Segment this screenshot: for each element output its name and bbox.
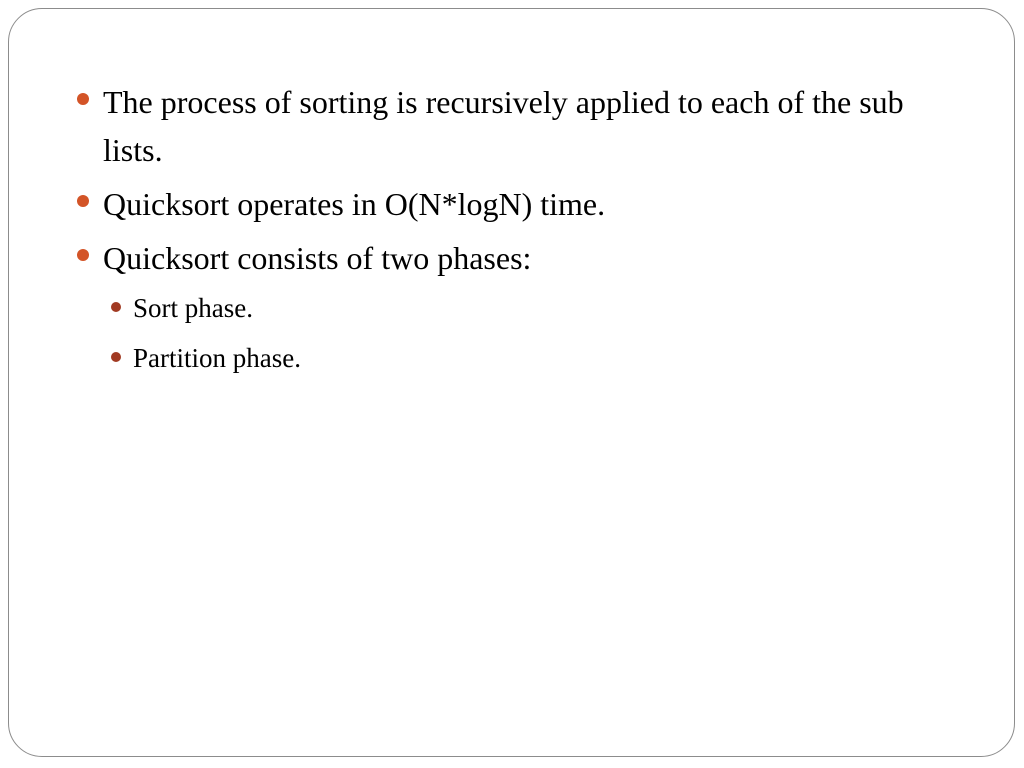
bullet-dot-icon <box>77 195 89 207</box>
bullet-item <box>66 180 966 228</box>
bullet-dot-icon <box>77 249 89 261</box>
bullet-list <box>66 78 966 388</box>
sub-bullet-text: Partition phase. <box>133 343 301 373</box>
sub-bullet-dot-icon <box>111 302 121 312</box>
sub-bullet-text: Sort phase. <box>133 293 253 323</box>
bullet-text: Quicksort operates in O(N*logN) time. <box>103 186 606 222</box>
sub-bullet-dot-icon <box>111 352 121 362</box>
bullet-text: Quicksort consists of two phases: <box>103 240 532 276</box>
bullet-item <box>66 234 966 282</box>
sub-bullet-item <box>66 338 966 378</box>
bullet-item <box>66 78 966 174</box>
bullet-dot-icon <box>77 93 89 105</box>
bullet-text: The process of sorting is recursively applied to each of the sub lists. <box>103 84 904 168</box>
sub-bullet-item <box>66 288 966 328</box>
slide-frame <box>8 8 1015 757</box>
